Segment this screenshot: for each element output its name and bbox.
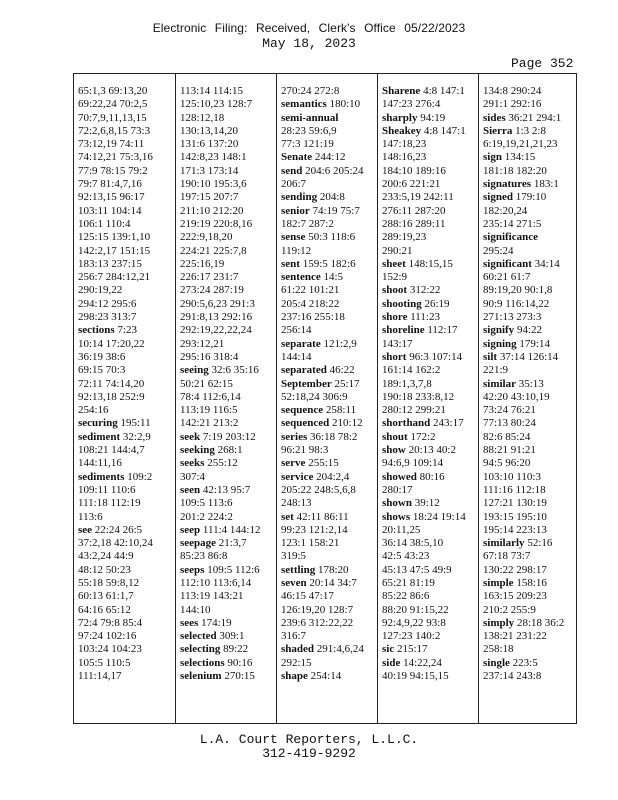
- index-refs: 109:2 109:11 110:6 111:18 112:19 113:6: [78, 470, 153, 523]
- index-entry: [281, 191, 375, 204]
- index-term: separated: [281, 364, 327, 377]
- index-term: selenium: [180, 670, 222, 683]
- index-term: shape: [281, 670, 308, 683]
- index-refs: 35:13 42:20 43:10,19 73:24 76:21 77:13 80:24 82:6 85:24 88:21 91:21 94:5 96:20 103:10 110:3 111:16 112:18 127:21 130:19 193:15 195:10 195:14 223:13: [483, 377, 550, 536]
- index-refs: 195:11: [120, 417, 151, 430]
- column-divider: [276, 74, 277, 723]
- index-column-4: [382, 85, 476, 683]
- index-term: seek: [180, 430, 201, 443]
- index-term: seepage: [180, 537, 217, 550]
- index-term: sediment: [78, 430, 121, 443]
- index-refs: 50:3 118:6 119:12: [281, 231, 356, 257]
- index-term: semi-annual: [281, 111, 339, 124]
- index-entry: [382, 657, 476, 684]
- index-term: sections: [78, 324, 115, 337]
- index-refs: 255:15: [308, 457, 339, 470]
- index-entry: [78, 85, 172, 324]
- index-refs: 36:21 294:1: [508, 111, 562, 124]
- index-refs: 210:12: [332, 417, 363, 430]
- index-column-5: [483, 85, 577, 683]
- index-entry: [281, 577, 375, 643]
- index-entry: [281, 643, 375, 670]
- index-term: sequenced: [281, 417, 330, 430]
- index-refs: 96:3 107:14 161:14 162:2 189:1,3,7,8 190:18 233:8,12 280:12 299:21: [382, 350, 463, 417]
- index-entry: [382, 431, 476, 444]
- index-refs: 204:2,4 205:22 248:5,6,8 248:13: [281, 470, 356, 510]
- index-refs: 111:4 144:12: [202, 523, 261, 536]
- index-entry: [483, 191, 577, 231]
- index-entry: [180, 643, 274, 656]
- index-term: serve: [281, 457, 306, 470]
- index-entry: [382, 643, 476, 656]
- index-refs: 223:5 237:14 243:8: [483, 656, 542, 683]
- index-term: sentence: [281, 271, 321, 284]
- index-refs: 309:1: [219, 630, 245, 643]
- index-entry: [281, 404, 375, 417]
- index-refs: 74:19 75:7 182:7 287:2: [281, 204, 360, 230]
- index-refs: 134:8 290:24 291:1 292:16: [483, 85, 542, 111]
- index-entry: [382, 298, 476, 311]
- index-refs: 89:22: [223, 643, 249, 656]
- index-refs: 20:14 34:7 46:15 47:17 126:19,20 128:7 239:6 312:22,22 316:7: [281, 576, 357, 643]
- index-refs: 174:19: [201, 616, 232, 629]
- index-term: seeking: [180, 444, 215, 457]
- index-term: seep: [180, 523, 201, 536]
- index-refs: 28:23 59:6,9 77:3 121:19: [281, 124, 337, 151]
- index-term: shooting: [382, 297, 422, 310]
- index-refs: 34:14 60:21 61:7 89:19,20 90:1,8 90:9 116:14,22 271:13 273:3: [483, 257, 560, 324]
- index-refs: 46:22: [329, 364, 355, 377]
- index-term: similarly: [483, 537, 525, 550]
- index-refs: 204:6 205:24 206:7: [281, 164, 364, 191]
- index-refs: 178:20: [317, 563, 349, 576]
- filing-stamp: Electronic Filing: Received, Clerk's Office 05/22/2023: [152, 21, 466, 35]
- index-refs: 14:22,24 40:19 94:15,15: [382, 656, 449, 683]
- index-entry: [180, 670, 274, 683]
- index-term: signed: [483, 191, 513, 204]
- index-term: shaded: [281, 643, 315, 656]
- index-column-2: [180, 85, 274, 683]
- index-entry: [382, 324, 476, 351]
- index-entry: [281, 471, 375, 511]
- index-refs: 94:22: [516, 324, 542, 337]
- index-term: sediments: [78, 470, 125, 483]
- index-refs: 32:6 35:16 50:21 62:15 78:4 112:6,14 113:19 116:5 142:21 213:2: [180, 364, 259, 430]
- index-term: sees: [180, 616, 199, 629]
- index-entry: [483, 85, 577, 112]
- index-entry: [180, 431, 274, 444]
- index-entry: [281, 85, 375, 98]
- index-term: selections: [180, 656, 225, 669]
- index-term: seen: [180, 483, 201, 496]
- index-refs: 172:2: [410, 430, 436, 443]
- index-entry: [281, 112, 375, 152]
- index-refs: 148:15,15 152:9: [382, 257, 453, 284]
- index-entry: [382, 351, 476, 417]
- index-term: showed: [382, 470, 417, 483]
- column-divider: [478, 74, 479, 723]
- index-entry: [483, 378, 577, 538]
- index-refs: 270:24 272:8: [281, 85, 340, 97]
- index-refs: 4:8 147:1 147:23 276:4: [382, 85, 465, 111]
- index-refs: 7:19 203:12: [202, 430, 256, 443]
- index-term: sic: [382, 643, 395, 656]
- index-refs: 312:22: [409, 284, 441, 297]
- index-entry: [382, 497, 476, 510]
- index-term: show: [382, 444, 406, 457]
- index-entry: [483, 657, 577, 684]
- index-refs: 65:1,3 69:13,20 69:22,24 70:2,5 70:7,9,11,13,15 72:2,6,8,15 73:3 73:12,19 74:11 74:12,21 75:3,16 77:9 78:15 79:2 79:7 81:4,7,16 92:13,15 96:17 103:11 104:14 106:1 110:4 125:15 139:1,10 142:2,17 151:15 183:13 237:15 256:7 284:12,21 290:19,22 294:12 295:6 298:23 313:7: [78, 85, 153, 324]
- index-entry: [382, 471, 476, 498]
- index-term: significance: [483, 231, 538, 244]
- index-entry: [483, 324, 577, 337]
- index-refs: 215:17: [396, 643, 428, 656]
- index-entry: [483, 537, 577, 577]
- index-entry: [78, 431, 172, 471]
- index-refs: 32:2,9 108:21 144:4,7 144:11,16: [78, 430, 151, 470]
- index-refs: 4:8 147:1 147:18,23 148:16,23 184:10 189:16 200:6 221:21 233:5,19 242:11 276:11 287:20 288:16 289:11 289:19,23 290:21: [382, 124, 466, 257]
- index-refs: 42:13 95:7 109:5 113:6 201:2 224:2: [180, 483, 251, 523]
- index-term: similar: [483, 377, 516, 390]
- index-term: shorthand: [382, 417, 431, 430]
- index-term: series: [281, 430, 308, 443]
- index-entry: [180, 564, 274, 617]
- index-term: short: [382, 350, 407, 363]
- index-term: shout: [382, 430, 408, 443]
- index-term: sent: [281, 257, 300, 270]
- index-refs: 204:8: [319, 191, 345, 204]
- index-term: Senate: [281, 151, 313, 164]
- reporter-name: L.A. Court Reporters, L.L.C.: [199, 732, 419, 747]
- index-refs: 158:16 163:15 209:23 210:2 255:9: [483, 576, 547, 616]
- index-entry: [281, 165, 375, 192]
- index-term: signify: [483, 324, 515, 337]
- index-entry: [281, 670, 375, 683]
- index-refs: 39:12: [414, 497, 440, 510]
- index-term: sharply: [382, 111, 418, 124]
- index-entry: [281, 231, 375, 258]
- index-refs: 14:5 61:22 101:21 205:4 218:22 237:16 255:18 256:14: [281, 271, 345, 337]
- index-entry: [281, 511, 375, 564]
- index-entry: [382, 311, 476, 324]
- column-divider: [175, 74, 176, 723]
- index-term: service: [281, 470, 314, 483]
- index-term: see: [78, 523, 93, 536]
- index-refs: 20:13 40:2 94:6,9 109:14: [382, 444, 456, 470]
- index-entry: [382, 258, 476, 285]
- index-term: seeps: [180, 563, 205, 576]
- index-entry: [281, 417, 375, 430]
- index-entry: [281, 564, 375, 577]
- index-entry: [483, 577, 577, 617]
- index-entry: [483, 178, 577, 191]
- index-term: sign: [483, 151, 502, 164]
- index-refs: 26:19: [424, 297, 450, 310]
- index-term: seeing: [180, 364, 209, 377]
- index-entry: [483, 258, 577, 324]
- index-term: seven: [281, 576, 307, 589]
- index-term: signing: [483, 337, 517, 350]
- index-term: sides: [483, 111, 506, 124]
- index-entry: [483, 151, 577, 178]
- index-refs: 270:15: [224, 670, 255, 683]
- index-refs: 180:10: [329, 98, 361, 111]
- index-refs: 255:12 307:4: [180, 457, 238, 483]
- index-entry: [281, 271, 375, 337]
- index-term: shore: [382, 311, 408, 324]
- index-entry: [483, 617, 577, 657]
- index-refs: 244:12: [314, 151, 346, 164]
- column-divider: [377, 74, 378, 723]
- index-refs: 134:15 181:18 182:20: [483, 151, 547, 177]
- index-refs: 295:24: [483, 244, 514, 257]
- index-column-1: [78, 85, 172, 683]
- index-refs: 28:18 36:2 138:21 231:22 258:18: [483, 616, 565, 656]
- index-entry: [180, 630, 274, 643]
- index-refs: 179:10 182:20,24 235:14 271:5: [483, 191, 547, 230]
- index-entry: [281, 364, 375, 377]
- index-term: shows: [382, 510, 411, 523]
- index-term: single: [483, 656, 510, 669]
- index-term: silt: [483, 350, 498, 363]
- index-entry: [281, 378, 375, 405]
- index-entry: [382, 511, 476, 644]
- index-term: shoot: [382, 284, 408, 297]
- index-entry: [180, 657, 274, 670]
- index-refs: 80:16 280:17: [382, 470, 445, 496]
- index-entry: [180, 457, 274, 484]
- index-refs: 7:23 10:14 17:20,22 36:19 38:6 69:15 70:3 72:11 74:14,20 92:13,18 252:9 254:16: [78, 324, 145, 417]
- index-entry: [483, 351, 577, 378]
- index-refs: 254:14: [310, 670, 342, 683]
- index-entry: [281, 98, 375, 111]
- index-refs: 1:3 2:8 6:19,19,21,21,23: [483, 124, 558, 151]
- index-entry: [180, 364, 274, 430]
- index-entry: [483, 231, 577, 258]
- index-term: signatures: [483, 178, 532, 191]
- index-refs: 258:11: [325, 404, 357, 417]
- index-term: side: [382, 656, 401, 669]
- index-entry: [180, 524, 274, 537]
- index-refs: 183:1: [533, 178, 559, 191]
- index-term: settling: [281, 563, 316, 576]
- index-entry: [78, 524, 172, 684]
- index-term: Sheakey: [382, 124, 422, 137]
- index-term: simple: [483, 576, 514, 589]
- index-entry: [281, 205, 375, 232]
- index-refs: 52:16 67:18 73:7 130:22 298:17: [483, 537, 553, 576]
- index-entry: [180, 617, 274, 630]
- index-term: semantics: [281, 98, 327, 111]
- index-entry: [180, 85, 274, 364]
- index-refs: 90:16: [227, 656, 253, 669]
- index-term: separate: [281, 337, 321, 350]
- index-entry: [281, 258, 375, 271]
- index-entry: [180, 444, 274, 457]
- index-entry: [281, 151, 375, 164]
- index-refs: 112:17 143:17: [382, 324, 458, 350]
- index-term: shoreline: [382, 324, 425, 337]
- index-entry: [382, 85, 476, 112]
- index-term: significant: [483, 257, 532, 270]
- index-entry: [483, 112, 577, 125]
- index-refs: 25:17 52:18,24 306:9: [281, 377, 360, 403]
- index-refs: 94:19: [420, 111, 446, 124]
- index-term: sequence: [281, 404, 324, 417]
- index-entry: [281, 431, 375, 458]
- index-refs: 159:5 182:6: [302, 257, 356, 270]
- index-term: Sierra: [483, 124, 513, 137]
- index-term: seeks: [180, 457, 205, 470]
- page-number: Page 352: [511, 56, 574, 71]
- index-entry: [281, 457, 375, 470]
- index-term: September: [281, 377, 332, 390]
- index-entry: [78, 471, 172, 524]
- index-refs: 18:24 19:14 20:11,25 36:14 38:5,10 42:5 43:23 45:13 47:5 49:9 65:21 81:19 85:22 86:6 88:20 91:15,22 92:4,9,22 93:8 127:23 140:2: [382, 510, 466, 643]
- index-refs: 42:11 86:11 99:23 121:2,14 123:1 158:21 319:5: [281, 510, 349, 563]
- index-entry: [382, 112, 476, 125]
- index-refs: 291:4,6,24 292:15: [281, 643, 364, 669]
- index-entry: [382, 284, 476, 297]
- index-refs: 109:5 112:6 112:10 113:6,14 113:19 143:21 144:10: [180, 563, 260, 616]
- index-term: sheet: [382, 257, 406, 270]
- index-entry: [483, 338, 577, 351]
- index-refs: 21:3,7 85:23 86:8: [180, 537, 247, 563]
- index-entry: [78, 324, 172, 417]
- index-term: sense: [281, 231, 306, 244]
- index-refs: 22:24 26:5 37:2,18 42:10,24 43:2,24 44:9 48:12 50:23 55:18 59:8,12 60:13 61:1,7 64:16 65:12 72:4 79:8 85:4 97:24 102:16 103:24 104:23 105:5 110:5 111:14,17: [78, 523, 153, 683]
- deposition-date: May 18, 2023: [262, 36, 356, 51]
- index-term: selected: [180, 630, 217, 643]
- index-refs: 268:1: [217, 444, 243, 457]
- index-refs: 111:23: [410, 311, 440, 324]
- index-term: selecting: [180, 643, 221, 656]
- index-entry: [281, 338, 375, 365]
- index-term: simply: [483, 616, 515, 629]
- index-entry: [382, 125, 476, 258]
- reporter-phone: 312-419-9292: [262, 746, 356, 761]
- index-term: senior: [281, 204, 310, 217]
- index-entry: [180, 484, 274, 524]
- index-entry: [78, 417, 172, 430]
- index-refs: 243:17: [433, 417, 464, 430]
- index-entry: [382, 444, 476, 471]
- index-term: shown: [382, 497, 412, 510]
- index-entry: [180, 537, 274, 564]
- index-refs: 179:14: [519, 337, 550, 350]
- index-column-3: [281, 85, 375, 683]
- index-term: send: [281, 164, 303, 177]
- index-term: Sharene: [382, 85, 421, 97]
- index-entry: [382, 417, 476, 430]
- index-term: securing: [78, 417, 118, 430]
- index-term: set: [281, 510, 294, 523]
- index-term: sending: [281, 191, 318, 204]
- index-refs: 36:18 78:2 96:21 98:3: [281, 430, 358, 457]
- index-refs: 37:14 126:14 221:9: [483, 350, 559, 377]
- index-refs: 121:2,9 144:14: [281, 337, 357, 363]
- index-refs: 113:14 114:15 125:10,23 128:7 128:12,18 130:13,14,20 131:6 137:20 142:8,23 148:1 171:3 173:14 190:10 195:3,6 197:15 207:7 211:10 212:20 219:19 220:8,16 222:9,18,20 224:21 225:7,8 225:16,19 226:17 231:7 273:24 287:19 290:5,6,23 291:3 291:8,13 292:16 292:19,22,22,24 293:12,21 295:16 318:4: [180, 85, 255, 363]
- index-entry: [483, 125, 577, 152]
